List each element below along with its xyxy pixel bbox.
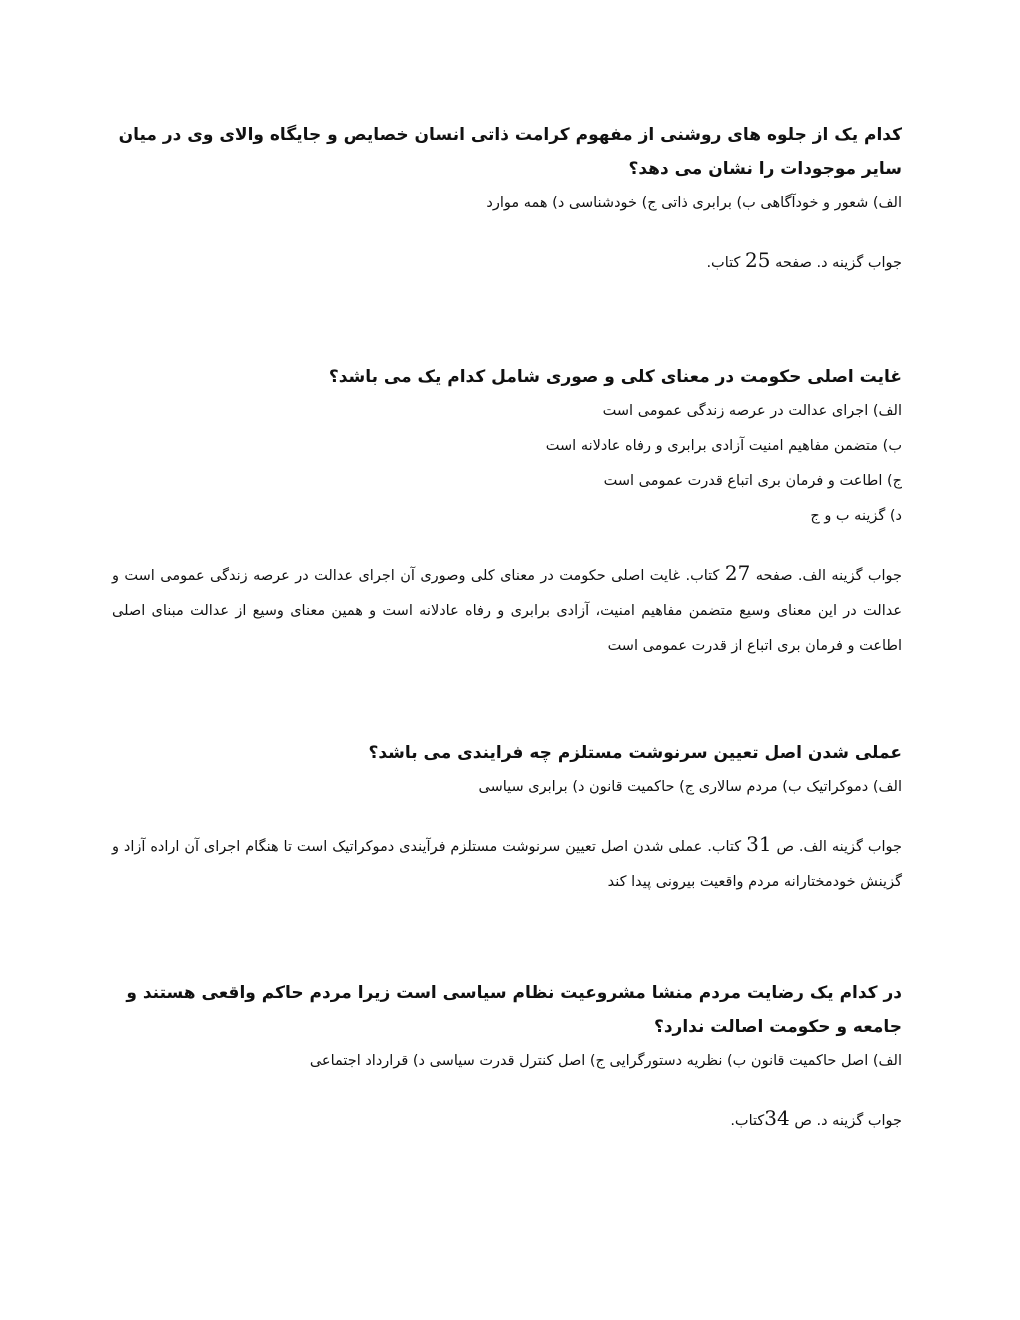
answer-prefix: جواب گزینه الف. صفحه xyxy=(755,568,903,584)
question-3-answer xyxy=(112,827,902,900)
question-2-option-b: ب) متضمن مفاهیم امنیت آزادی برابری و رفاه عادلانه است xyxy=(545,438,902,454)
answer-suffix: کتاب. عملی شدن اصل تعیین سرنوشت مستلزم فرآیندی دموکراتیک است تا هنگام اجرای آن اراده آزاد و گزینش خودمختارانه مردم واقعیت بیرونی پیدا کند xyxy=(112,839,902,890)
question-1-options: الف) شعور و خودآگاهی ب) برابری ذاتی ج) خودشناسی د) همه موارد xyxy=(486,195,902,211)
answer-page-number: 27 xyxy=(724,561,751,585)
question-1-answer xyxy=(112,243,902,281)
answer-suffix: کتاب. xyxy=(730,1113,765,1129)
question-2-text: غایت اصلی حکومت در معنای کلی و صوری شامل کدام یک می باشد؟ xyxy=(328,367,902,387)
question-block-1 xyxy=(112,118,902,281)
question-4-text: در کدام یک رضایت مردم منشا مشروعیت نظام سیاسی است زیرا مردم حاکم واقعی هستند و جامعه و حکومت اصالت ندارد؟ xyxy=(126,983,902,1037)
answer-page-number: 31 xyxy=(746,832,772,856)
answer-page-number: 34 xyxy=(764,1106,790,1130)
answer-prefix: جواب گزینه د. صفحه xyxy=(775,255,902,271)
question-block-2 xyxy=(112,360,902,664)
question-3-text: عملی شدن اصل تعیین سرنوشت مستلزم چه فرایندی می باشد؟ xyxy=(368,743,902,763)
question-2-option-a: الف) اجرای عدالت در عرصه زندگی عمومی است xyxy=(602,403,902,419)
answer-page-number: 25 xyxy=(745,248,771,272)
question-4-options: الف) اصل حاکمیت قانون ب) نظریه دستورگرایی ج) اصل کنترل قدرت سیاسی د) قرارداد اجتماعی xyxy=(309,1053,902,1069)
question-1-text: کدام یک از جلوه های روشنی از مفهوم کرامت ذاتی انسان خصایص و جایگاه والای وی در میان سایر موجودات را نشان می دهد؟ xyxy=(118,125,902,179)
question-2-option-d: د) گزینه ب و ج xyxy=(810,508,902,524)
question-block-3 xyxy=(112,736,902,900)
answer-suffix: کتاب. غایت اصلی حکومت در معنای کلی وصوری آن اجرای عدالت در عرصه زندگی عمومی است و عدالت در این معنای وسیع متضمن مفاهیم امنیت، آزادی برابری و رفاه عادلانه است و همین معنای وسیع از عدالت مبنای اصلی اطاعت و فرمان بری اتباع از قدرت عمومی است xyxy=(112,568,902,654)
question-2-option-c: ج) اطاعت و فرمان بری اتباع قدرت عمومی است xyxy=(603,473,902,489)
question-2-answer xyxy=(112,556,902,664)
question-block-4 xyxy=(112,976,902,1139)
question-3-options: الف) دموکراتیک ب) مردم سالاری ج) حاکمیت قانون د) برابری سیاسی xyxy=(478,779,902,795)
question-4-answer xyxy=(112,1101,902,1139)
answer-prefix: جواب گزینه الف. ص xyxy=(776,839,902,855)
answer-prefix: جواب گزینه د. ص xyxy=(794,1113,902,1129)
answer-suffix: کتاب. xyxy=(706,255,741,271)
